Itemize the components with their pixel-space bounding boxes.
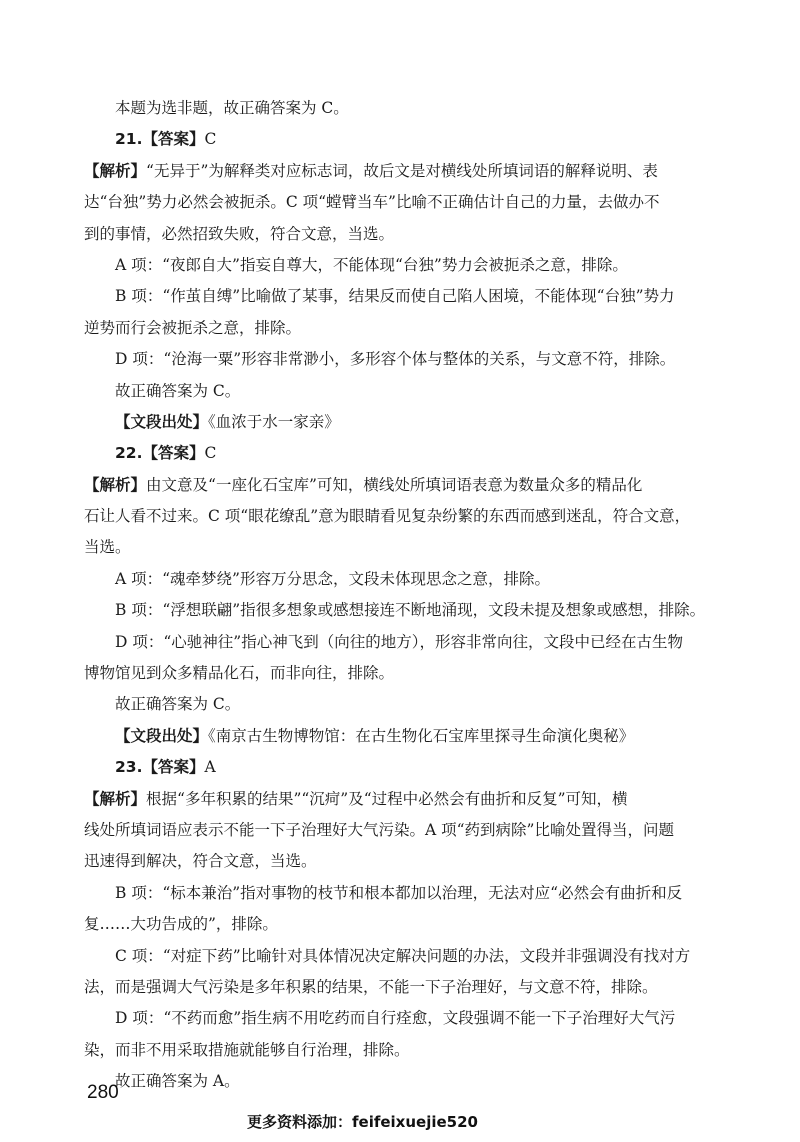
section-tag: 【文段出处】 [115,412,209,431]
text-line [84,129,716,149]
line-text: “无异于”为解释类对应标志词，故后文是对横线处所填词语的解释说明、表 [146,161,658,180]
document-body [84,98,716,1103]
text-line [84,726,716,746]
text-line [84,977,716,997]
line-text: D 项：“沧海一粟”形容非常渺小，多形容个体与整体的关系，与文意不符，排除。 [115,350,676,369]
line-text: C 项：“对症下药”比喻针对具体情况决定解决问题的办法，文段并非强调没有找对方 [115,946,691,965]
text-line [84,381,716,401]
text-line [84,600,716,620]
text-line [84,851,716,871]
text-line [84,1071,716,1091]
text-line [84,224,716,244]
text-line [84,318,716,338]
text-line [84,569,716,589]
text-line [84,789,716,809]
line-text: D 项：“心驰神往”指心神飞到（向往的地方），形容非常向往，文段中已经在古生物 [115,632,683,651]
text-line [84,98,716,118]
line-text: 线处所填词语应表示不能一下子治理好大气污染。A 项“药到病除”比喻处置得当，问题 [84,820,674,839]
line-text: 复……大功告成的”，排除。 [84,915,278,934]
footer-note: 更多资料添加：feifeixuejie520 [247,1113,478,1131]
text-line [84,537,716,557]
line-text: A [204,758,216,777]
text-line [84,192,716,212]
text-line [84,161,716,181]
section-tag: 23.【答案】 [115,758,205,777]
line-text: 《血浓于水一家亲》 [208,412,340,431]
line-text: D 项：“不药而愈”指生病不用吃药而自行痊愈，文段强调不能一下子治理好大气污 [115,1009,676,1028]
line-text: 到的事情，必然招致失败，符合文意，当选。 [84,224,395,243]
section-tag: 【文段出处】 [115,726,209,745]
text-line [84,914,716,934]
text-line [84,255,716,275]
line-text: B 项：“作茧自缚”比喻做了某事，结果反而使自己陷人困境，不能体现“台独”势力 [115,287,675,306]
line-text: 博物馆见到众多精品化石，而非向往，排除。 [84,664,395,683]
line-text: A 项：“夜郎自大”指妄自尊大，不能体现“台独”势力会被扼杀之意，排除。 [115,255,628,274]
line-text: 达“台独”势力必然会被扼杀。C 项“螳臂当车”比喻不正确估计自己的力量，去做办不 [84,193,660,212]
line-text: 由文意及“一座化石宝库”可知，横线处所填词语表意为数量众多的精品化 [146,475,643,494]
text-line [84,1040,716,1060]
section-tag: 22.【答案】 [115,444,205,463]
line-text: 《南京古生物博物馆：在古生物化石宝库里探寻生命演化奥秘》 [208,726,635,745]
line-text: 染，而非不用采取措施就能够自行治理，排除。 [84,1040,410,1059]
line-text: 根据“多年积累的结果”“沉疴”及“过程中必然会有曲折和反复”可知，横 [146,789,628,808]
line-text: 本题为选非题，故正确答案为 C。 [115,99,349,117]
line-text: 故正确答案为 C。 [115,381,241,400]
line-text: B 项：“标本兼治”指对事物的枝节和根本都加以治理，无法对应“必然会有曲折和反 [115,883,683,902]
text-line [84,443,716,463]
line-text: C [204,444,217,463]
text-line [84,757,716,777]
text-line [84,349,716,369]
line-text: 法，而是强调大气污染是多年积累的结果，不能一下子治理好，与文意不符，排除。 [84,977,658,996]
line-text: B 项：“浮想联翩”指很多想象或感想接连不断地涌现，文段未提及想象或感想，排除。 [115,601,706,620]
text-line [84,883,716,903]
line-text: 故正确答案为 A。 [115,1072,240,1091]
line-text: 石让人看不过来。C 项“眼花缭乱”意为眼睛看见复杂纷繁的东西而感到迷乱，符合文意， [84,507,691,526]
line-text: A 项：“魂牵梦绕”形容万分思念，文段未体现思念之意，排除。 [115,569,550,588]
text-line [84,694,716,714]
text-line [84,632,716,652]
page-number: 280 [87,1082,119,1103]
section-tag: 21.【答案】 [115,130,205,149]
text-line [84,412,716,432]
section-tag: 【解析】 [84,789,147,808]
section-tag: 【解析】 [84,161,147,180]
line-text: C [204,130,217,149]
line-text: 逆势而行会被扼杀之意，排除。 [84,318,302,337]
line-text: 迅速得到解决，符合文意，当选。 [84,852,317,871]
text-line [84,663,716,683]
text-line [84,946,716,966]
text-line [84,506,716,526]
section-tag: 【解析】 [84,475,147,494]
text-line [84,820,716,840]
line-text: 故正确答案为 C。 [115,695,241,714]
line-text: 当选。 [84,538,131,557]
text-line [84,1008,716,1028]
text-line [84,475,716,495]
text-line [84,286,716,306]
